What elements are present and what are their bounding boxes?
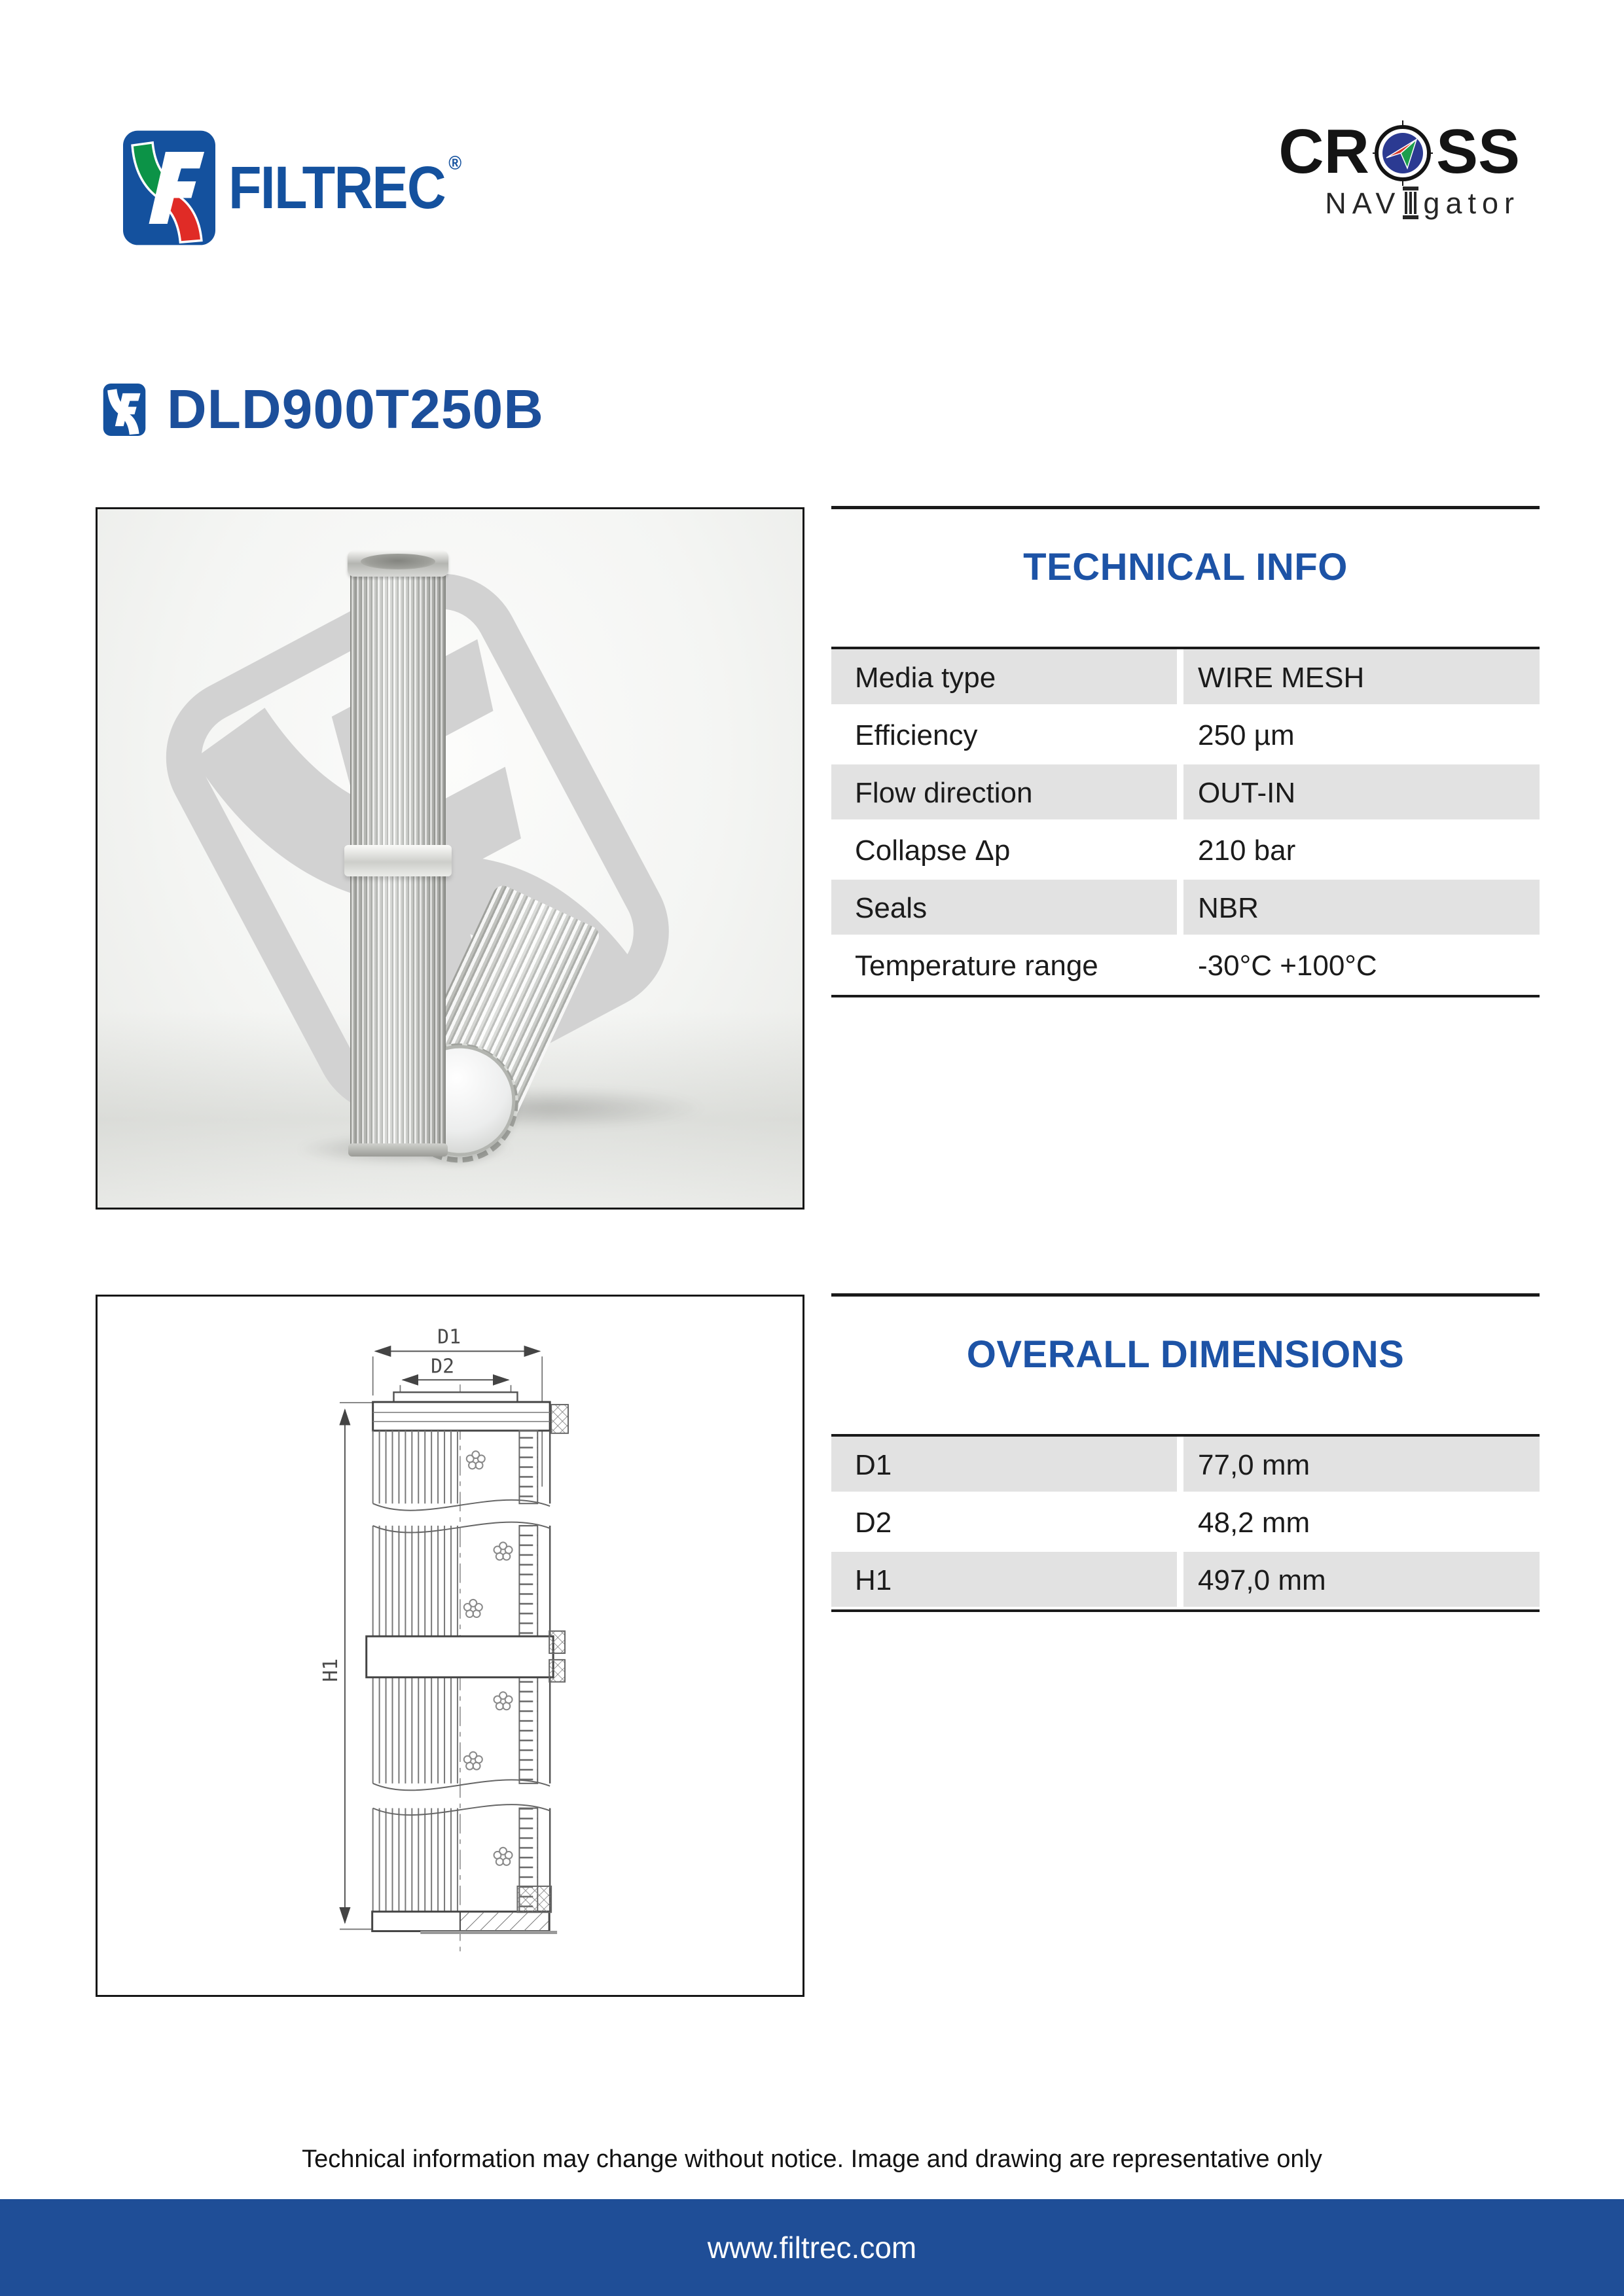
- dimension-value: 77,0 mm: [1183, 1437, 1540, 1494]
- spec-label: Media type: [831, 649, 1177, 707]
- spec-row: [831, 880, 1540, 937]
- dim-label-d2: D2: [431, 1355, 455, 1378]
- product-title-row: [94, 378, 544, 441]
- dim-label-h1: H1: [319, 1658, 342, 1682]
- spec-label: Flow direction: [831, 764, 1177, 822]
- dimension-row: [831, 1437, 1540, 1494]
- cross-cr-text: CR: [1278, 117, 1369, 187]
- spec-row: [831, 649, 1540, 707]
- navigator-wordmark: [1232, 186, 1520, 220]
- spec-value: -30°C +100°C: [1198, 950, 1377, 982]
- dim-label-d1: D1: [437, 1325, 461, 1349]
- dimension-label: H1: [831, 1552, 1177, 1609]
- product-photo-panel: [96, 507, 804, 1210]
- cross-navigator-logo: [1232, 119, 1520, 220]
- dimension-row: [831, 1494, 1540, 1552]
- technical-info-section: [831, 506, 1540, 997]
- gator-text: gator: [1423, 186, 1520, 220]
- technical-info-table: [831, 647, 1540, 997]
- dimension-label: D1: [831, 1437, 1177, 1494]
- spec-value: 210 bar: [1198, 834, 1296, 867]
- cross-ss-text: SS: [1435, 117, 1520, 187]
- registered-mark: ®: [448, 152, 461, 174]
- dimension-value: 48,2 mm: [1198, 1507, 1310, 1539]
- overall-dimensions-section: [831, 1293, 1540, 1612]
- product-title-icon: [94, 384, 155, 436]
- footer-bar: [0, 2199, 1624, 2296]
- spec-label: Seals: [831, 880, 1177, 937]
- filter-bottom-cap: [348, 1143, 448, 1157]
- overall-dimensions-title: OVERALL DIMENSIONS: [966, 1333, 1405, 1376]
- dimension-value: 497,0 mm: [1183, 1552, 1540, 1609]
- compass-icon: [1370, 120, 1435, 186]
- cross-wordmark: [1232, 119, 1520, 185]
- overall-dimensions-table: [831, 1434, 1540, 1612]
- spec-row: [831, 937, 1540, 995]
- filtrec-logo: [123, 130, 482, 245]
- dimension-label: D2: [855, 1507, 892, 1539]
- nav-text: NAV: [1325, 186, 1401, 220]
- technical-info-title: TECHNICAL INFO: [1023, 546, 1348, 588]
- technical-drawing: [98, 1297, 803, 1995]
- filter-top-opening: [361, 554, 435, 569]
- technical-drawing-panel: [96, 1295, 804, 1997]
- section-rule: [831, 506, 1540, 509]
- section-rule: [831, 1293, 1540, 1297]
- website-url[interactable]: www.filtrec.com: [707, 2231, 917, 2265]
- spec-label: Temperature range: [855, 950, 1098, 982]
- spec-value: NBR: [1183, 880, 1540, 937]
- filtrec-wordmark-text: FILTREC: [228, 154, 445, 221]
- column-icon: [1402, 186, 1419, 220]
- dimension-row: [831, 1552, 1540, 1609]
- spec-row: [831, 707, 1540, 764]
- filtrec-logo-mark-icon: [123, 130, 215, 245]
- spec-row: [831, 822, 1540, 880]
- filtrec-wordmark: [228, 152, 461, 221]
- spec-label: Collapse Δp: [855, 834, 1011, 867]
- spec-value: WIRE MESH: [1183, 649, 1540, 707]
- disclaimer-text: Technical information may change without notice. Image and drawing are representative only: [302, 2145, 1322, 2173]
- spec-label: Efficiency: [855, 719, 978, 751]
- product-code-title: DLD900T250B: [167, 378, 544, 440]
- spec-value: OUT-IN: [1183, 764, 1540, 822]
- spec-row: [831, 764, 1540, 822]
- filter-support-band: [344, 845, 452, 876]
- spec-value: 250 µm: [1198, 719, 1295, 751]
